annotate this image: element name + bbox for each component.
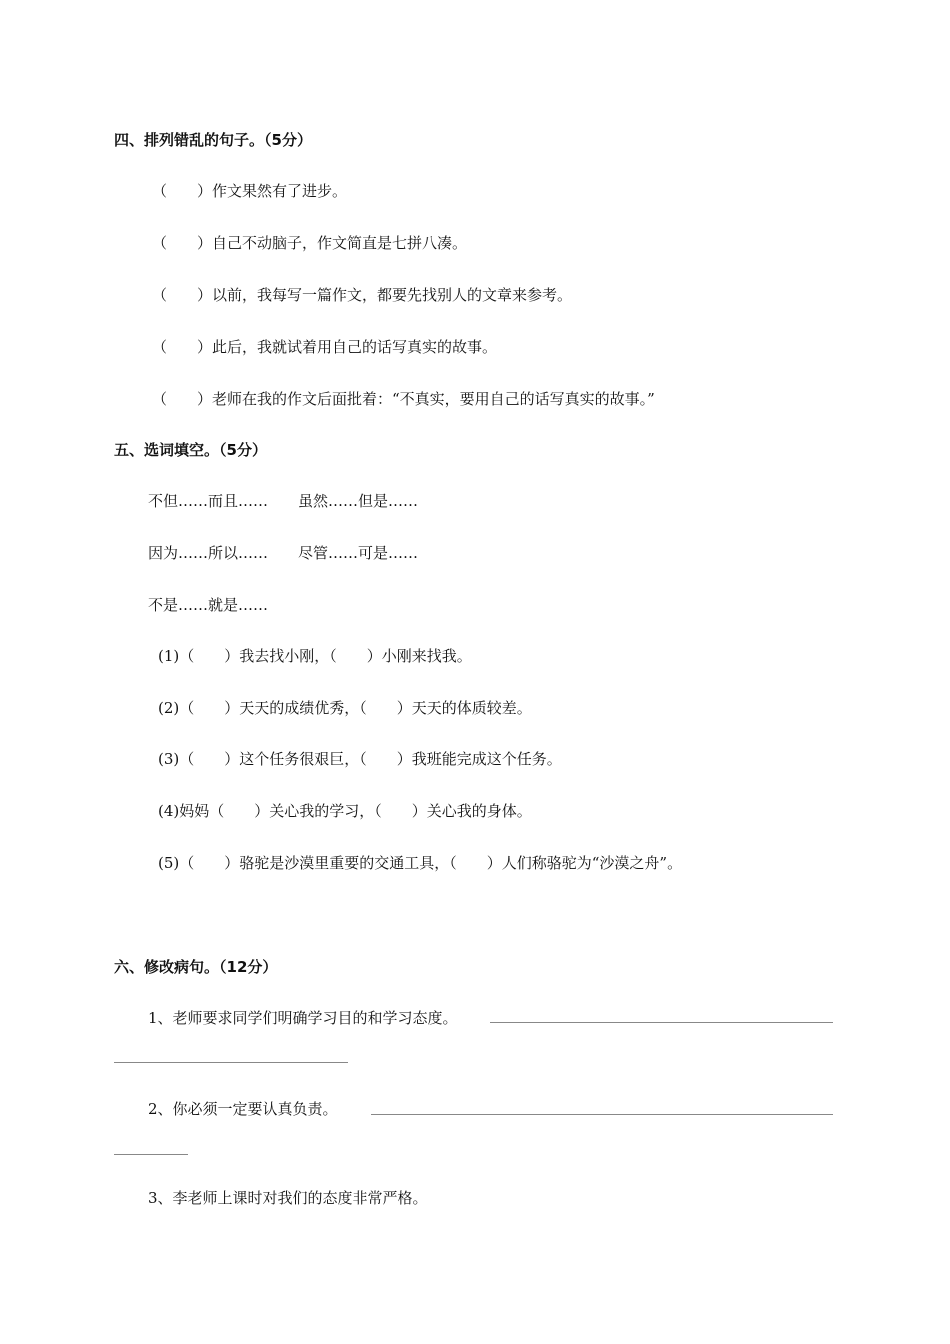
answer-line: [371, 1114, 833, 1115]
correction-item-2: 2、你必须一定要认真负责。: [148, 1100, 338, 1118]
fill-item-2: (2)（ ）天天的成绩优秀，（ ）天天的体质较差。: [158, 699, 532, 717]
word-choices-line-3: 不是……就是……: [148, 596, 269, 614]
section-6-title: 六、修改病句。（12分）: [114, 958, 278, 976]
section-4-title: 四、排列错乱的句子。（5分）: [114, 131, 312, 149]
word-choices-line-1: 不但……而且…… 虽然……但是……: [148, 492, 419, 510]
correction-item-1: 1、老师要求同学们明确学习目的和学习态度。: [148, 1009, 458, 1027]
reorder-item-2: （ ）自己不动脑子，作文简直是七拼八凑。: [152, 234, 468, 252]
reorder-item-1: （ ）作文果然有了进步。: [152, 182, 348, 200]
fill-item-3: (3)（ ）这个任务很艰巨，（ ）我班能完成这个任务。: [158, 750, 562, 768]
section-5-title: 五、选词填空。（5分）: [114, 441, 267, 459]
reorder-item-3: （ ）以前，我每写一篇作文，都要先找别人的文章来参考。: [152, 286, 573, 304]
fill-item-4: (4)妈妈（ ）关心我的学习，（ ）关心我的身体。: [158, 802, 532, 820]
answer-line: [490, 1022, 833, 1023]
fill-item-1: (1)（ ）我去找小刚，（ ）小刚来找我。: [158, 647, 472, 665]
answer-line: [114, 1154, 188, 1155]
correction-item-3: 3、李老师上课时对我们的态度非常严格。: [148, 1189, 428, 1207]
reorder-item-4: （ ）此后，我就试着用自己的话写真实的故事。: [152, 338, 498, 356]
reorder-item-5: （ ）老师在我的作文后面批着：“不真实，要用自己的话写真实的故事。”: [152, 390, 655, 408]
answer-line: [114, 1062, 348, 1063]
word-choices-line-2: 因为……所以…… 尽管……可是……: [148, 544, 419, 562]
fill-item-5: (5)（ ）骆驼是沙漠里重要的交通工具，（ ）人们称骆驼为“沙漠之舟”。: [158, 854, 683, 872]
